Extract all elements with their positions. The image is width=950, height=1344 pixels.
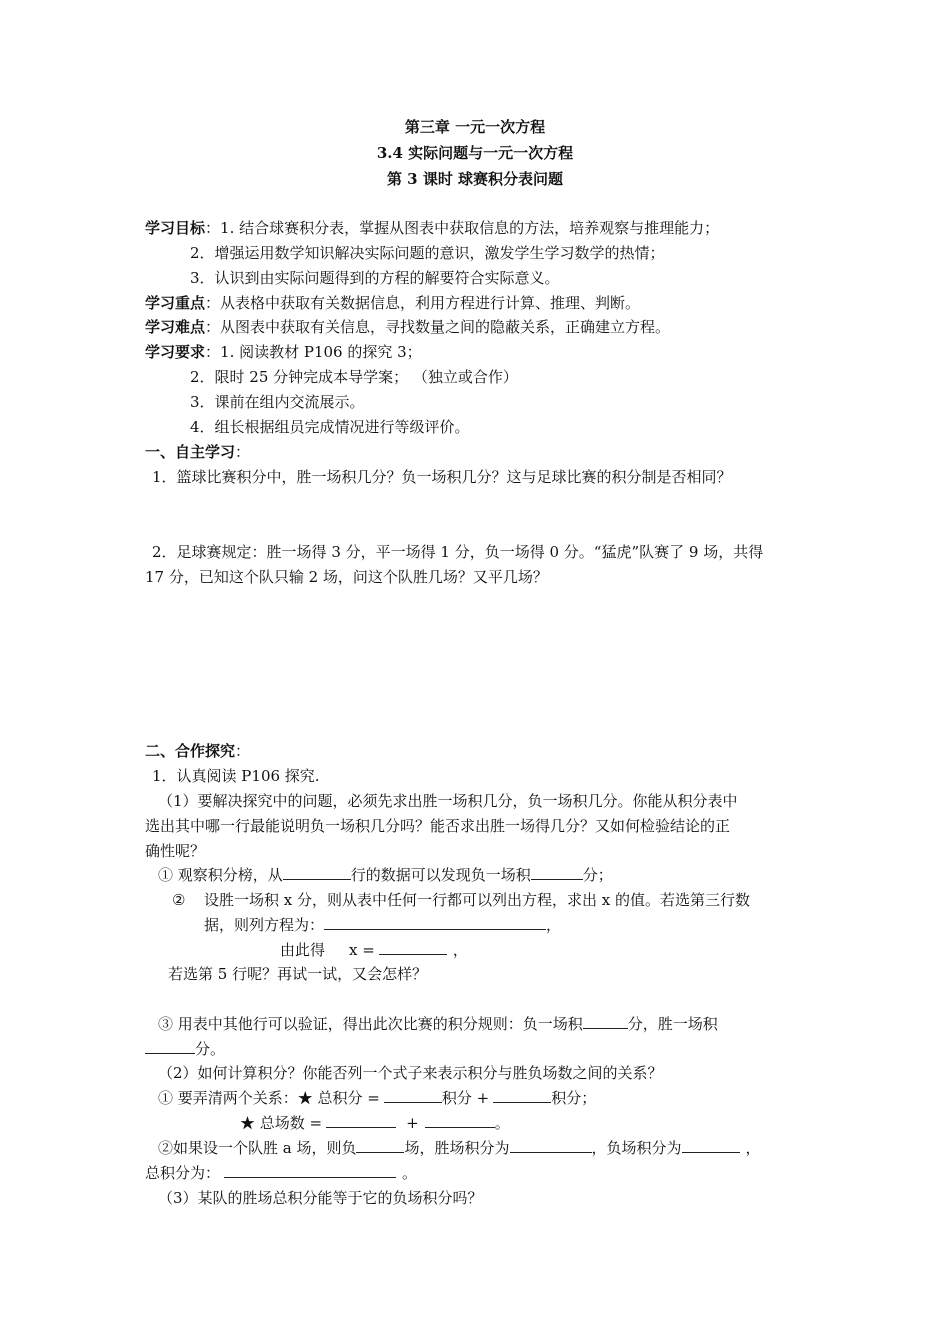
p2-step-1-text-d: ★ 总场数 = <box>240 1114 323 1132</box>
step-2-text-c: 由此得 <box>280 941 326 959</box>
p2-step-1-text-b: 积分 + <box>441 1089 490 1107</box>
p2-step-2-line-1 <box>158 1138 761 1158</box>
part2-p3: （3）某队的胜场总积分能等于它的负场积分吗？ <box>158 1189 483 1207</box>
key-point-label: 学习重点 <box>145 294 206 312</box>
blank-losses-field[interactable] <box>356 1138 404 1153</box>
goals-colon: ： <box>205 219 221 237</box>
p2-step-1-text-e: + <box>406 1114 419 1132</box>
requirements-line-1 <box>145 342 422 362</box>
key-point-line <box>145 293 640 313</box>
step-3-text-b: 分，胜一场积 <box>627 1015 718 1033</box>
blank-win-points-field[interactable] <box>145 1039 195 1054</box>
chapter-title: 第三章 一元一次方程 <box>404 118 546 136</box>
blank-row-field[interactable] <box>283 865 351 880</box>
step-2-line-1: 设胜一场积 x 分，则从表中任何一行都可以列出方程，求出 x 的值。若选第三行数 <box>204 891 750 909</box>
p2-step-2-text-c: ，负场积分为 <box>591 1139 682 1157</box>
requirements-item: 2．限时 25 分钟完成本导学案； （独立或合作） <box>190 368 518 386</box>
part2-p1-line-3: 确性呢？ <box>145 842 206 860</box>
p2-step-1-text-f: 。 <box>494 1114 510 1132</box>
part1-question-1: 1．篮球比赛积分中，胜一场积几分？负一场积几分？这与足球比赛的积分制是否相同？ <box>152 468 732 486</box>
difficulty-line <box>145 317 670 337</box>
part2-p1-line-1: （1）要解决探究中的问题，必须先求出胜一场积几分，负一场积几分。你能从积分表中 <box>158 792 738 810</box>
p2-step-2-text-d: ， <box>745 1139 761 1157</box>
part1-colon: ： <box>235 443 251 461</box>
blank-loss-total-field[interactable] <box>682 1138 740 1153</box>
part1-question-2-line-2: 17 分，已知这个队只输 2 场，问这个队胜几场？又平几场？ <box>145 568 548 586</box>
goals-line-1 <box>145 218 719 238</box>
p2-step-1-text-a: ① 要弄清两个关系：★ 总积分 = <box>158 1089 380 1107</box>
step-2-text-e: ， <box>452 941 468 959</box>
section-title: 3.4 实际问题与一元一次方程 <box>376 144 574 162</box>
part2-heading-line <box>145 741 250 761</box>
step-3-text-c: 分。 <box>195 1040 226 1058</box>
part1-heading-line <box>145 442 250 462</box>
part2-heading: 二、合作探究 <box>145 742 236 760</box>
requirements-item: 3．课前在组内交流展示。 <box>190 393 365 411</box>
requirements-item: 4．组长根据组员完成情况进行等级评价。 <box>190 418 470 436</box>
p2-step-2-text-b: 场，胜场积分为 <box>404 1139 510 1157</box>
step-2-text-d: x = <box>349 941 375 959</box>
blank-win-score-field[interactable] <box>384 1088 442 1103</box>
part2-colon: ： <box>235 742 251 760</box>
part2-p1-line-2: 选出其中哪一行最能说明负一场积几分吗？能否求出胜一场得几分？又如何检验结论的正 <box>145 817 731 835</box>
step-3-line-2 <box>145 1039 225 1059</box>
p2-step-2-text-a: ②如果设一个队胜 a 场，则负 <box>158 1139 357 1157</box>
step-1-text-c: 分； <box>582 866 613 884</box>
part1-question-2-line-1: 2．足球赛规定：胜一场得 3 分，平一场得 1 分，负一场得 0 分。“猛虎”队赛了 9 场，共得 <box>152 543 764 561</box>
blank-total-score-field[interactable] <box>224 1163 396 1178</box>
difficulty-text: ：从图表中获取有关信息，寻找数量之间的隐蔽关系，正确建立方程。 <box>205 318 671 336</box>
goals-label: 学习目标 <box>145 219 206 237</box>
p2-step-1-line-1 <box>158 1088 596 1108</box>
part2-intro: 1．认真阅读 P106 探究. <box>152 767 320 785</box>
step-3-text-a: ③ 用表中其他行可以验证，得出此次比赛的积分规则：负一场积 <box>158 1015 583 1033</box>
p2-step-2-text-e: 总积分为： <box>145 1164 221 1182</box>
goals-item: 1. 结合球赛积分表，掌握从图表中获取信息的方法，培养观察与推理能力； <box>220 219 720 237</box>
part2-p2: （2）如何计算积分？你能否列一个式子来表示积分与胜负场数之间的关系？ <box>158 1064 663 1082</box>
goals-item: 2．增强运用数学知识解决实际问题的意识，激发学生学习数学的热情； <box>190 244 665 262</box>
blank-win-games-field[interactable] <box>326 1113 396 1128</box>
lesson-title: 第 3 课时 球赛积分表问题 <box>386 170 564 188</box>
step-2-text-a: 据，则列方程为： <box>204 916 325 934</box>
blank-equation-field[interactable] <box>324 915 546 930</box>
requirements-colon: ： <box>205 343 221 361</box>
step-2-line-3 <box>280 940 468 960</box>
step-3-line-1 <box>158 1014 718 1034</box>
p2-step-2-text-f: 。 <box>402 1164 418 1182</box>
requirements-label: 学习要求 <box>145 343 206 361</box>
requirements-item: 1. 阅读教材 P106 的探究 3； <box>220 343 422 361</box>
blank-x-value-field[interactable] <box>379 940 447 955</box>
part1-heading: 一、自主学习 <box>145 443 236 461</box>
step-1-line <box>158 865 613 885</box>
step-2-number: ② <box>172 891 186 909</box>
difficulty-label: 学习难点 <box>145 318 206 336</box>
blank-loss-score-field[interactable] <box>493 1088 551 1103</box>
step-1-text-a: ① 观察积分榜，从 <box>158 866 283 884</box>
step-1-text-b: 行的数据可以发现负一场积 <box>350 866 531 884</box>
blank-loss-points-field[interactable] <box>583 1014 628 1029</box>
p2-step-1-text-c: 积分； <box>551 1089 597 1107</box>
blank-loss-points-field[interactable] <box>531 865 583 880</box>
blank-loss-games-field[interactable] <box>425 1113 495 1128</box>
blank-win-total-field[interactable] <box>510 1138 592 1153</box>
goals-item: 3．认识到由实际问题得到的方程的解要符合实际意义。 <box>190 269 560 287</box>
step-2-text-b: ， <box>546 916 562 934</box>
p2-step-1-line-2 <box>240 1113 510 1133</box>
p2-step-2-line-2 <box>145 1163 417 1183</box>
key-point-text: ：从表格中获取有关数据信息，利用方程进行计算、推理、判断。 <box>205 294 641 312</box>
step-2-line-4: 若选第 5 行呢？再试一试，又会怎样？ <box>168 965 428 983</box>
step-2-line-2 <box>204 915 561 935</box>
